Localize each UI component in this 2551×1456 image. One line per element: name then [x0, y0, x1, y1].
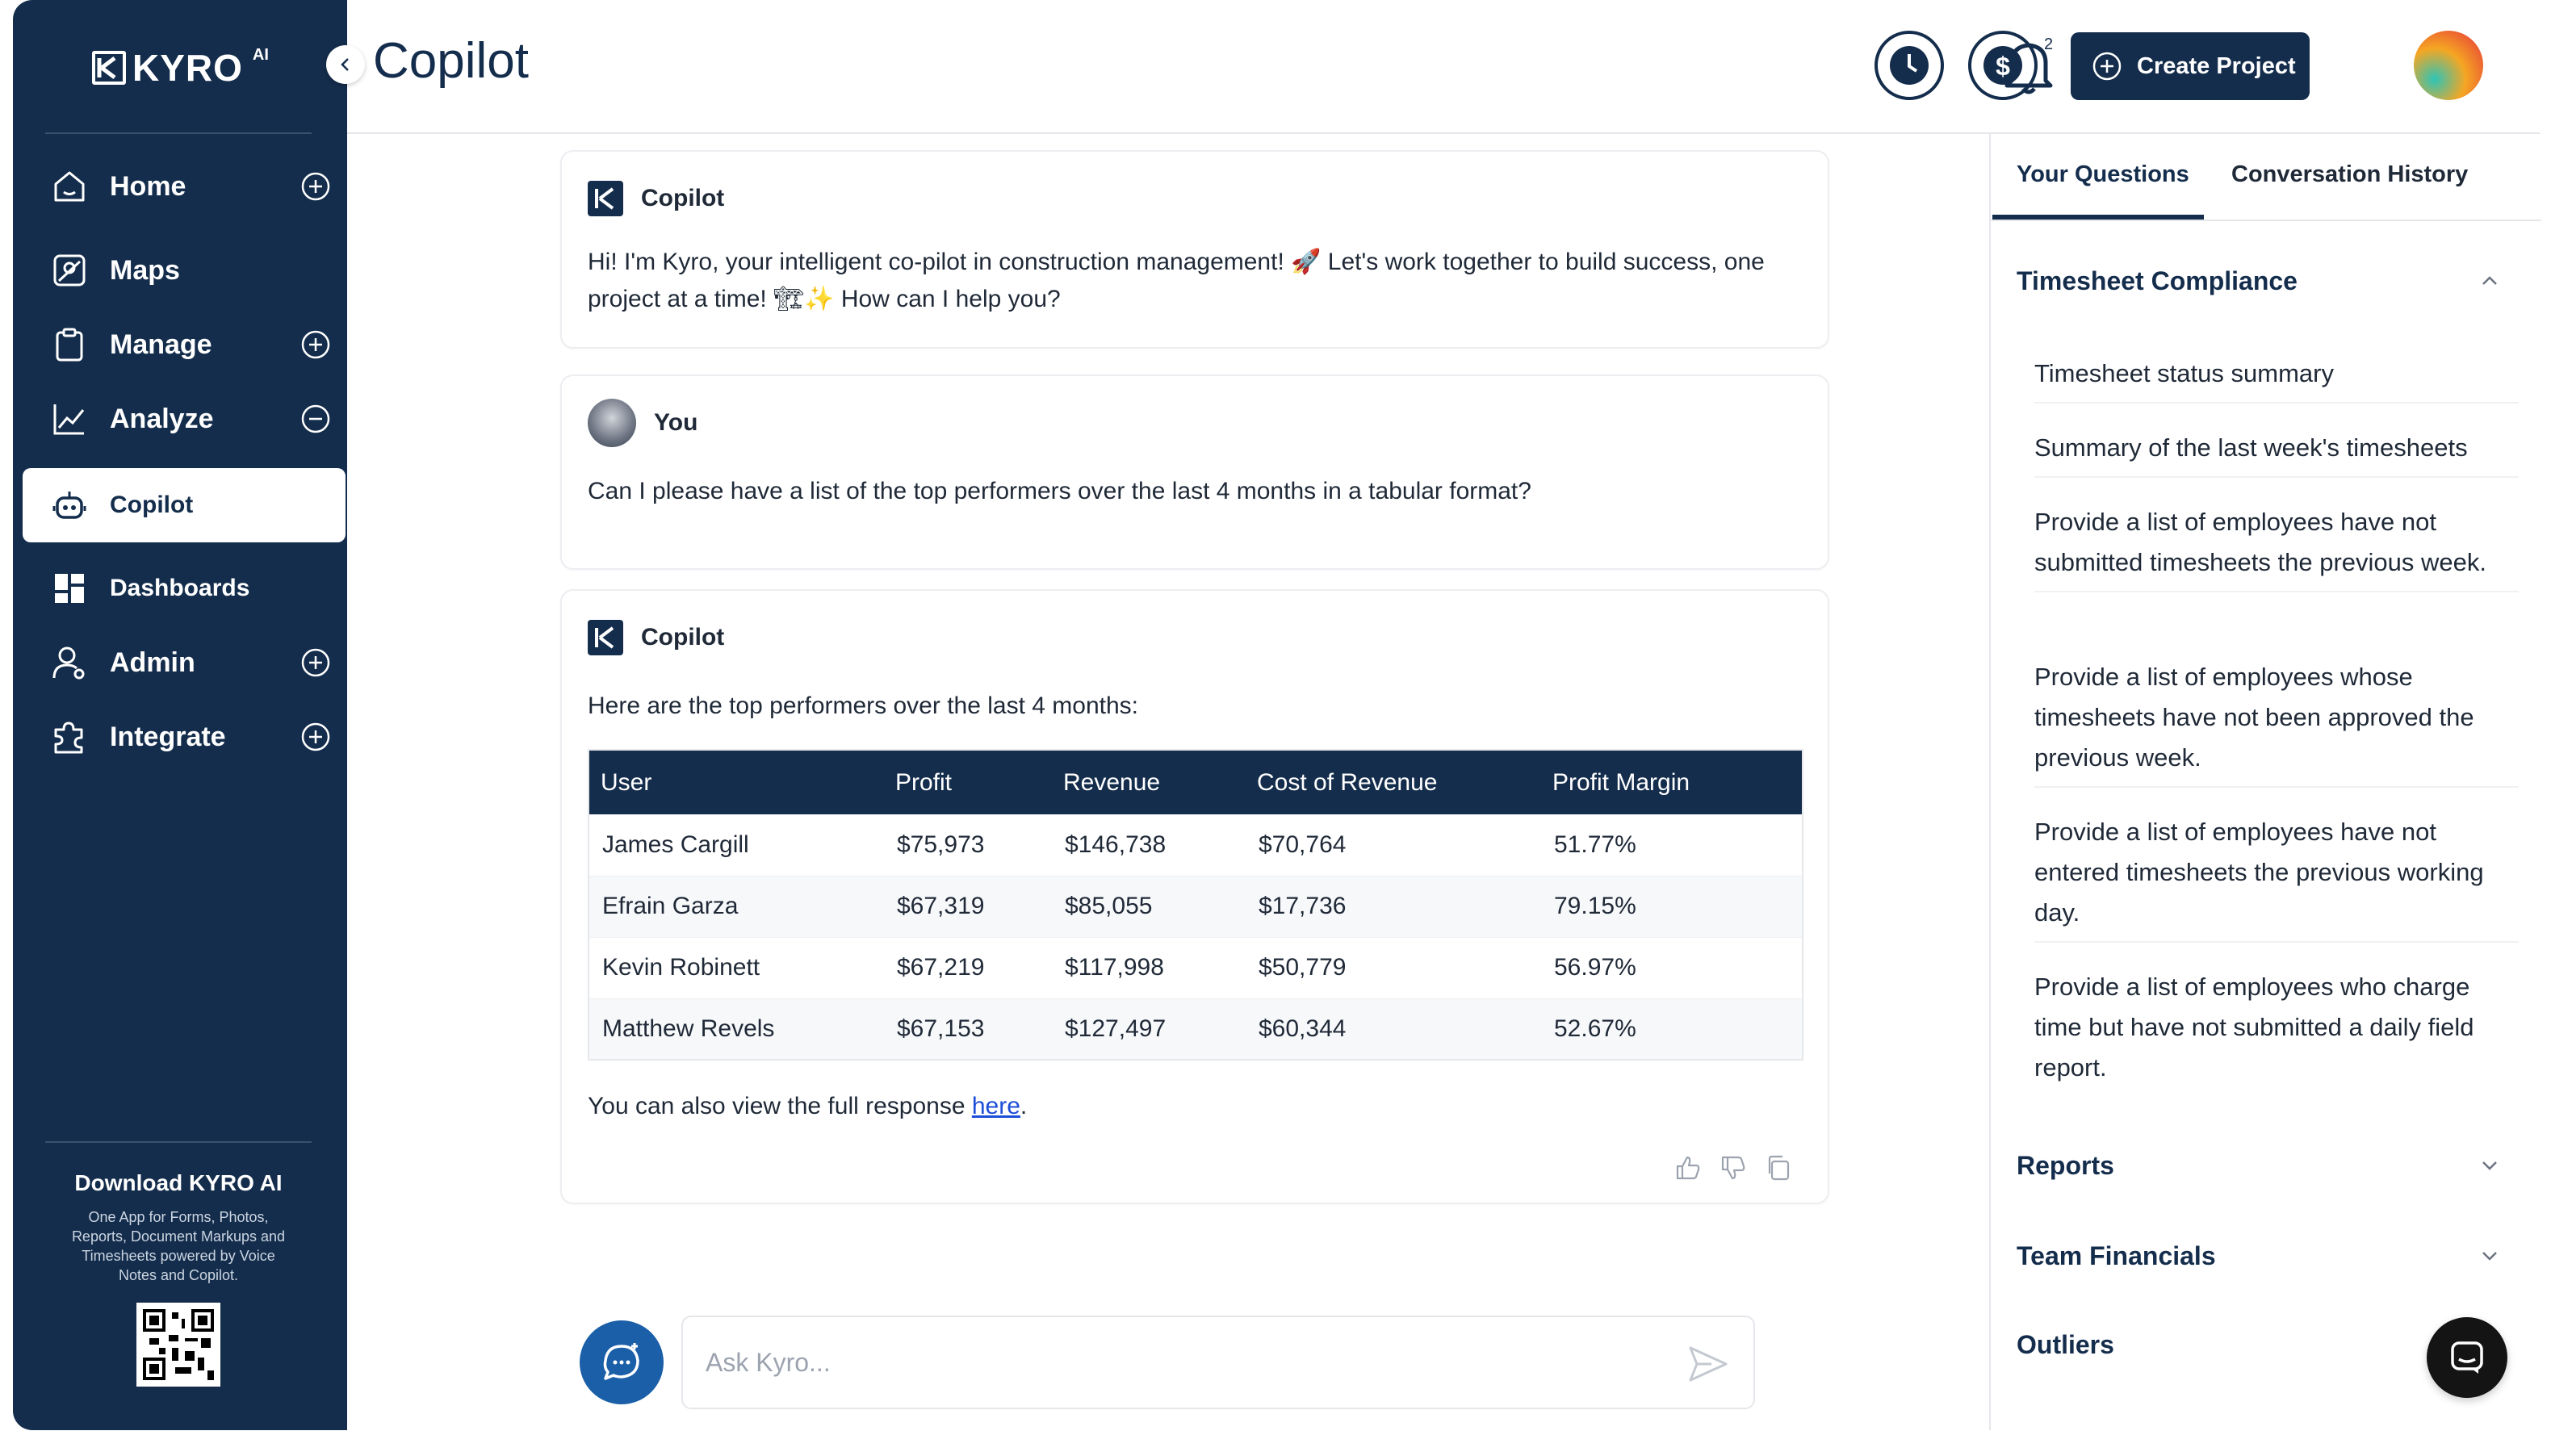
panel-tabs	[1991, 134, 2541, 221]
full-response-link[interactable]: here	[971, 1093, 1020, 1119]
create-project-button[interactable]	[2071, 32, 2310, 100]
performers-table	[588, 749, 1803, 1061]
chat-message-user	[560, 374, 1829, 570]
chat-message-copilot	[560, 589, 1829, 1204]
column-header: Cost of Revenue	[1246, 750, 1541, 814]
question-item[interactable]: Provide a list of employees have not entered timesheets the previous working day.	[2034, 812, 2519, 943]
sidebar-item-label: Dashboards	[110, 575, 250, 601]
puzzle-icon	[50, 718, 89, 756]
section-timesheet-compliance[interactable]	[2017, 266, 2501, 296]
home-icon	[50, 167, 89, 206]
column-header: Revenue	[1052, 750, 1246, 814]
plus-circle-icon[interactable]	[300, 722, 331, 752]
input-placeholder: Ask Kyro...	[706, 1347, 831, 1377]
copy-icon[interactable]	[1765, 1154, 1792, 1182]
message-header	[588, 181, 724, 216]
table-cell: 51.77%	[1541, 814, 1803, 876]
table-row	[589, 937, 1803, 998]
active-tab-indicator	[1992, 215, 2204, 220]
table-row	[589, 814, 1803, 876]
download-promo	[45, 1170, 312, 1387]
table-cell: 52.67%	[1541, 998, 1803, 1060]
user-gear-icon	[50, 643, 89, 682]
clock-icon	[1887, 43, 1932, 88]
minus-circle-icon[interactable]	[300, 404, 331, 434]
plus-circle-icon[interactable]	[300, 647, 331, 678]
table-cell: Efrain Garza	[589, 876, 884, 937]
kyro-logo[interactable]	[92, 45, 269, 90]
history-button[interactable]	[1875, 31, 1944, 100]
table-cell: $67,153	[884, 998, 1052, 1060]
robot-icon	[50, 486, 89, 525]
message-text: Here are the top performers over the last 4 months:	[588, 692, 1138, 719]
message-text: Can I please have a list of the top performers over the last 4 months in a tabular format?	[588, 478, 1531, 504]
sidebar-item-admin[interactable]	[23, 626, 346, 699]
question-item[interactable]: Provide a list of employees who charge time but have not submitted a daily field report.	[2034, 973, 2474, 1082]
message-author: Copilot	[641, 185, 725, 211]
sidebar-divider	[45, 1141, 312, 1143]
page-title: Copilot	[373, 33, 529, 89]
section-title: Timesheet Compliance	[2017, 266, 2298, 295]
sidebar-item-label: Home	[110, 170, 186, 202]
chevron-left-icon	[337, 56, 354, 73]
send-icon[interactable]	[1687, 1345, 1729, 1383]
question-item[interactable]: Provide a list of employees whose timesheets have not been approved the previous week.	[2034, 657, 2519, 788]
chat-area	[347, 134, 1989, 1430]
qr-code-icon[interactable]	[136, 1303, 220, 1387]
kyro-bot-icon	[588, 181, 623, 216]
thumbs-down-icon[interactable]	[1720, 1154, 1747, 1182]
chat-message-copilot	[560, 150, 1829, 349]
section-title: Reports	[2017, 1151, 2114, 1180]
sidebar-item-integrate[interactable]	[23, 701, 346, 773]
map-icon	[50, 251, 89, 290]
table-cell: Kevin Robinett	[589, 937, 884, 998]
grid-icon	[50, 569, 89, 608]
sidebar-item-label: Maps	[110, 254, 180, 286]
message-header	[588, 620, 724, 655]
table-cell: $70,764	[1246, 814, 1541, 876]
clipboard-icon	[50, 325, 89, 364]
sidebar-item-maps[interactable]	[23, 234, 346, 307]
table-row	[589, 998, 1803, 1060]
sidebar-item-manage[interactable]	[23, 308, 346, 381]
plus-circle-icon[interactable]	[300, 171, 331, 202]
message-line: Hi! I'm Kyro, your intelligent co-pilot in construction management! 🚀 Let's work together to build success, one	[588, 249, 1765, 275]
thumbs-up-icon[interactable]	[1674, 1154, 1702, 1182]
download-description: One App for Forms, Photos, Reports, Document Markups and Timesheets powered by Voice Notes and Copilot.	[71, 1209, 286, 1283]
table-cell: $67,319	[884, 876, 1052, 937]
chat-icon	[2448, 1338, 2486, 1377]
sidebar-item-label: Manage	[110, 328, 212, 360]
message-header	[588, 399, 697, 447]
chevron-down-icon	[2478, 1154, 2501, 1177]
questions-panel	[1989, 134, 2540, 1430]
tab-your-questions[interactable]: Your Questions	[2017, 161, 2189, 187]
chat-input-row	[580, 1316, 1755, 1409]
section-reports[interactable]	[2017, 1151, 2501, 1181]
top-header	[347, 0, 2540, 134]
chart-line-icon	[50, 400, 89, 438]
sidebar-collapse-button[interactable]	[326, 45, 365, 84]
sidebar-divider	[45, 132, 312, 134]
new-chat-button[interactable]	[580, 1320, 664, 1404]
table-cell: $117,998	[1052, 937, 1246, 998]
chevron-up-icon	[2478, 270, 2501, 292]
kyro-logo-icon	[92, 51, 126, 85]
table-cell: James Cargill	[589, 814, 884, 876]
sidebar-item-dashboards[interactable]	[23, 552, 346, 625]
chevron-down-icon	[2478, 1245, 2501, 1267]
table-cell: 56.97%	[1541, 937, 1803, 998]
feedback-actions	[1674, 1154, 1792, 1182]
table-cell: $50,779	[1246, 937, 1541, 998]
notification-count: 2	[2044, 36, 2054, 53]
message-author: You	[654, 409, 698, 436]
plus-square-icon	[2092, 51, 2122, 82]
sidebar-item-analyze[interactable]	[23, 383, 346, 455]
sidebar-item-home[interactable]	[23, 150, 346, 223]
sidebar	[13, 0, 347, 1430]
question-item[interactable]: Provide a list of employees have not submitted timesheets the previous week.	[2034, 502, 2519, 592]
chat-sparkle-icon	[599, 1340, 644, 1385]
table-cell: $146,738	[1052, 814, 1246, 876]
sidebar-item-copilot[interactable]	[23, 468, 346, 542]
table-header-row	[589, 750, 1803, 814]
section-title: Outliers	[2017, 1330, 2114, 1359]
svg-text:$: $	[1996, 52, 2010, 81]
column-header: User	[589, 750, 884, 814]
table-cell: $85,055	[1052, 876, 1246, 937]
message-line: project at a time! 🏗✨ How can I help you?	[588, 286, 1061, 312]
support-chat-button[interactable]	[2427, 1317, 2507, 1398]
table-cell: $127,497	[1052, 998, 1246, 1060]
sidebar-item-label: Integrate	[110, 721, 226, 752]
logo-text: KYRO	[132, 47, 243, 89]
ask-kyro-input[interactable]	[681, 1316, 1755, 1409]
sidebar-item-label: Copilot	[110, 492, 194, 518]
footer-suffix: .	[1020, 1093, 1028, 1119]
message-author: Copilot	[641, 624, 725, 651]
logo-suffix: AI	[252, 45, 269, 64]
message-text	[588, 244, 1765, 318]
table-cell: $75,973	[884, 814, 1052, 876]
table-cell: $67,219	[884, 937, 1052, 998]
table-cell: $17,736	[1246, 876, 1541, 937]
avatar[interactable]	[2414, 31, 2483, 100]
response-footer	[588, 1088, 1027, 1125]
question-item[interactable]: Summary of the last week's timesheets	[2034, 428, 2519, 478]
user-avatar	[588, 399, 636, 447]
section-team-financials[interactable]	[2017, 1241, 2501, 1271]
question-item[interactable]: Timesheet status summary	[2034, 354, 2519, 404]
column-header: Profit	[884, 750, 1052, 814]
create-project-label: Create Project	[2137, 52, 2296, 79]
download-title: Download KYRO AI	[74, 1170, 283, 1195]
footer-text: You can also view the full response	[588, 1093, 972, 1119]
section-title: Team Financials	[2017, 1241, 2216, 1270]
table-cell: 79.15%	[1541, 876, 1803, 937]
tab-conversation-history[interactable]: Conversation History	[2231, 161, 2469, 187]
table-cell: $60,344	[1246, 998, 1541, 1060]
table-cell: Matthew Revels	[589, 998, 884, 1060]
kyro-bot-icon	[588, 620, 623, 655]
sidebar-item-label: Admin	[110, 646, 195, 678]
table-row	[589, 876, 1803, 937]
sidebar-item-label: Analyze	[110, 403, 214, 434]
column-header: Profit Margin	[1541, 750, 1803, 814]
plus-circle-icon[interactable]	[300, 329, 331, 360]
